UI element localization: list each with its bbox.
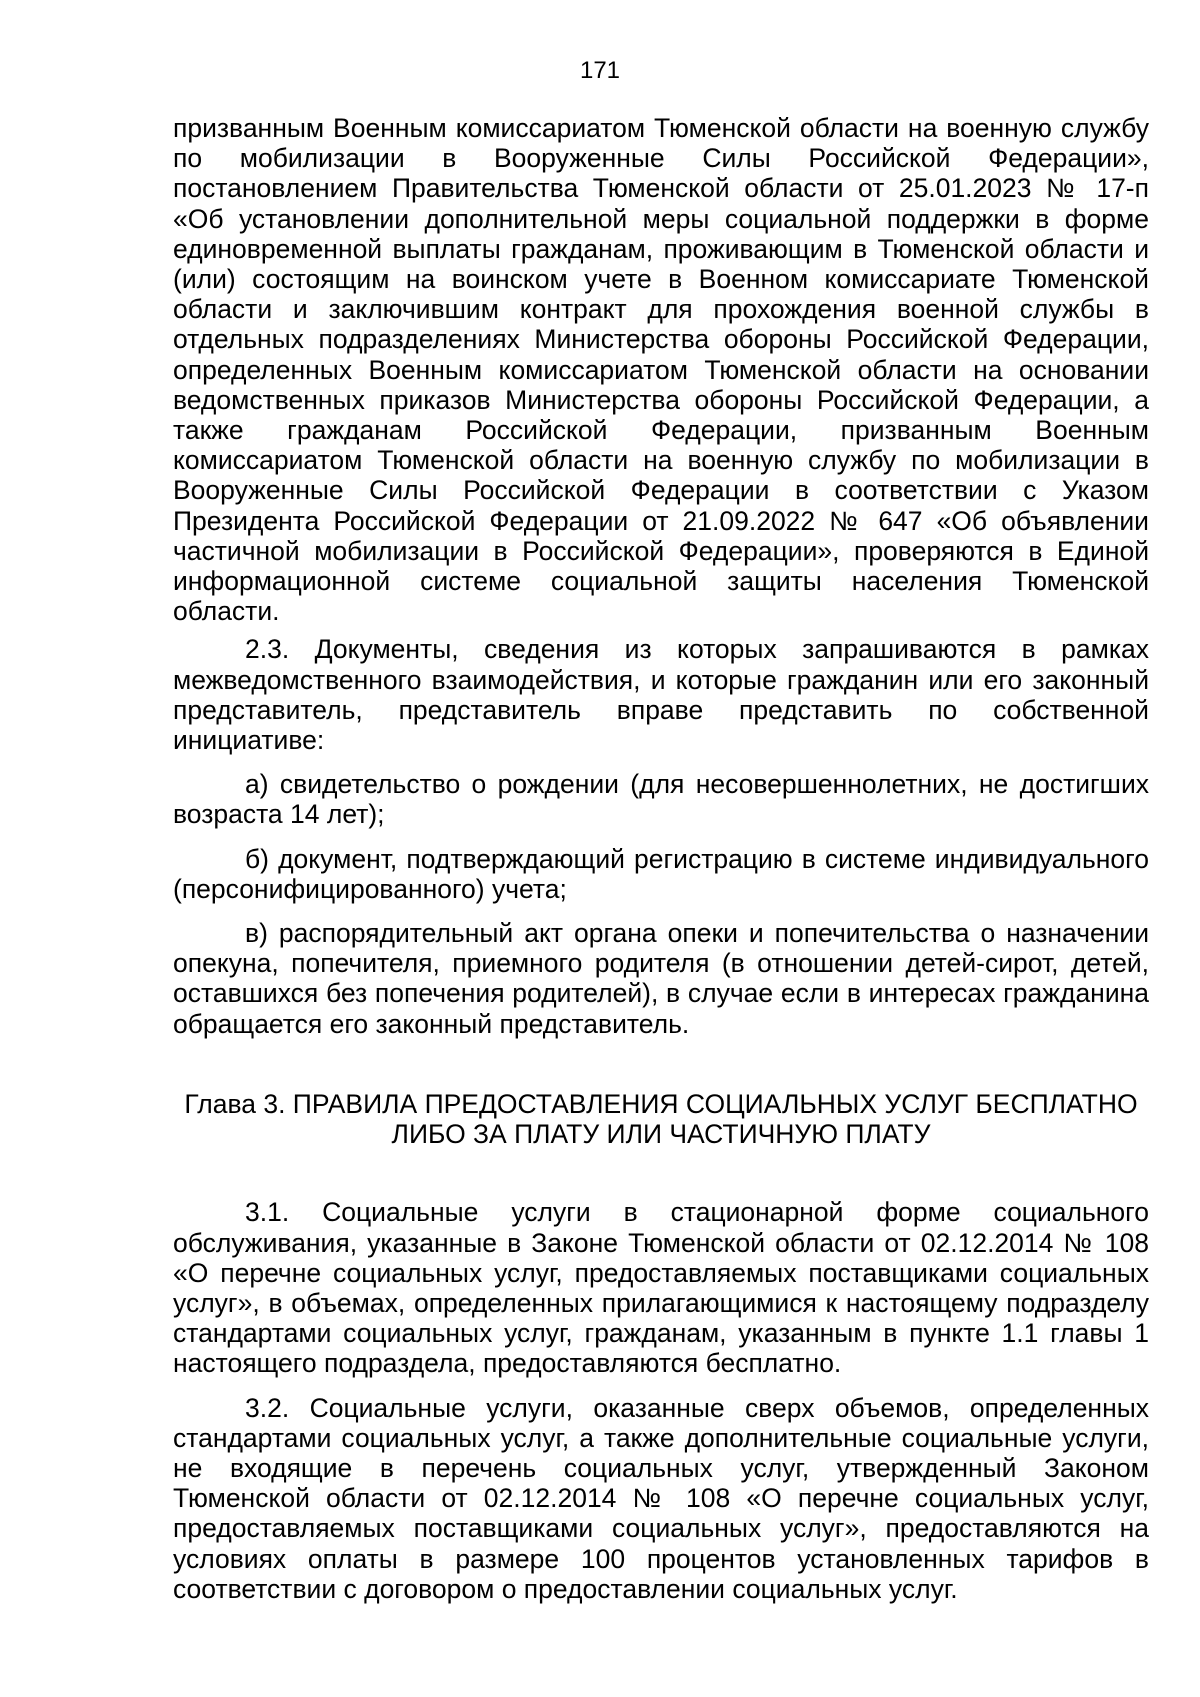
list-item-b: б) документ, подтверждающий регистрацию в системе индивидуального (персонифицированного) учета; xyxy=(173,843,1149,904)
page-number: 171 xyxy=(579,57,621,84)
paragraph-continuation: призванным Военным комиссариатом Тюменской области на военную службу по мобилизации в Вооруженные Силы Российской Федерации», постановлением Правительства Тюменской области от 25.01.2023 № 17-п «Об установлении дополнительной меры социальной поддержки в форме единовременной выплаты гражданам, проживающим в Тюменской области и (или) состоящим на воинском учете в Военном комиссариате Тюменской области и заключившим контракт для прохождения военной службы в отдельных подразделениях Министерства обороны Российской Федерации, определенных Военным комиссариатом Тюменской области на основании ведомственных приказов Министерства обороны Российской Федерации, а также гражданам Российской Федерации, призванным Военным комиссариатом Тюменской области на военную службу по мобилизации в Вооруженные Силы Российской Федерации в соответствии с Указом Президента Российской Федерации от 21.09.2022 № 647 «Об объявлении частичной мобилизации в Российской Федерации», проверяются в Единой информационной системе социальной защиты населения Тюменской области. xyxy=(173,113,1149,627)
chapter-heading-line-2: ЛИБО ЗА ПЛАТУ ИЛИ ЧАСТИЧНУЮ ПЛАТУ xyxy=(391,1119,931,1150)
list-item-c: в) распорядительный акт органа опеки и попечительства о назначении опекуна, попечителя, приемного родителя (в отношении детей-сирот, детей, оставшихся без попечения родителей), в случае если в интересах гражданина обращается его законный представитель. xyxy=(173,918,1149,1039)
paragraph-3-1: 3.1. Социальные услуги в стационарной форме социального обслуживания, указанные в Законе Тюменской области от 02.12.2014 № 108 «О перечне социальных услуг, предоставляемых поставщиками социальных услуг», в объемах, определенных прилагающимися к настоящему подразделу стандартами социальных услуг, гражданам, указанным в пункте 1.1 главы 1 настоящего подраздела, предоставляются бесплатно. xyxy=(173,1197,1149,1379)
list-item-a: а) свидетельство о рождении (для несовершеннолетних, не достигших возраста 14 лет); xyxy=(173,769,1149,830)
chapter-heading xyxy=(173,1089,1149,1149)
paragraph-2-3: 2.3. Документы, сведения из которых запрашиваются в рамках межведомственного взаимодействия, и которые гражданин или его законный представитель, представитель вправе представить по собственной инициативе: xyxy=(173,634,1149,756)
chapter-heading-line-1: Глава 3. ПРАВИЛА ПРЕДОСТАВЛЕНИЯ СОЦИАЛЬНЫХ УСЛУГ БЕСПЛАТНО xyxy=(184,1088,1138,1119)
document-body xyxy=(173,113,1149,1604)
paragraph-3-2: 3.2. Социальные услуги, оказанные сверх объемов, определенных стандартами социальных услуг, а также дополнительные социальные услуги, не входящие в перечень социальных услуг, утвержденный Законом Тюменской области от 02.12.2014 № 108 «О перечне социальных услуг, предоставляемых поставщиками социальных услуг», предоставляются на условиях оплаты в размере 100 процентов установленных тарифов в соответствии с договором о предоставлении социальных услуг. xyxy=(173,1392,1149,1604)
